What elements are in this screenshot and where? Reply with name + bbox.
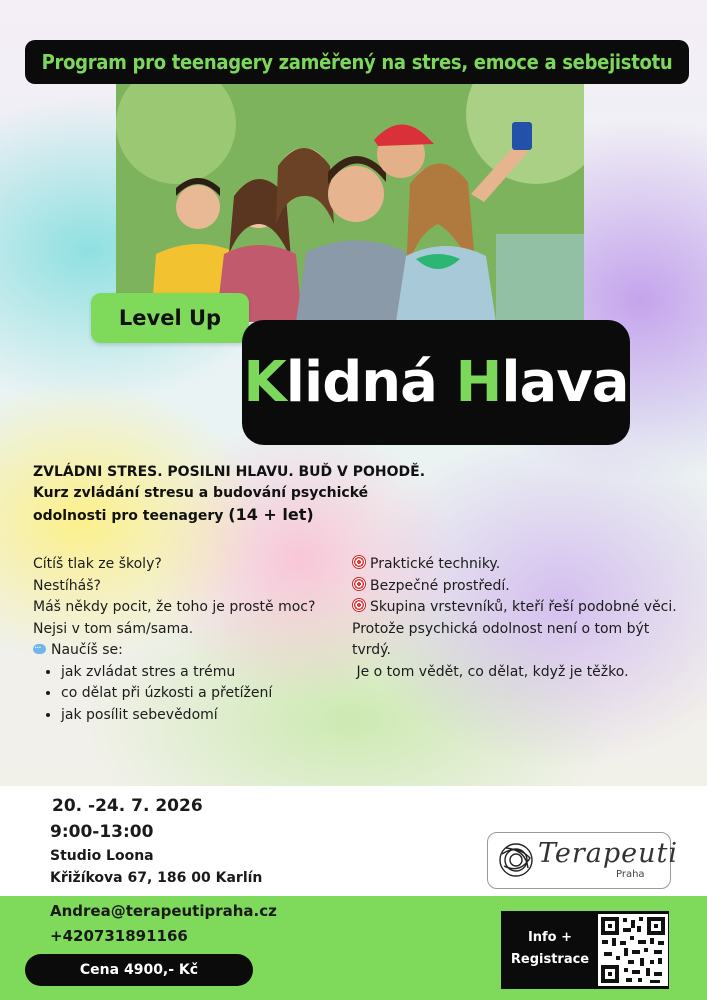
feature-2: Bezpečné prostředí. (370, 577, 510, 594)
speech-bubble-icon (33, 644, 46, 654)
title-initial-h: H (455, 350, 502, 415)
right-column (352, 554, 682, 683)
hero-photo (116, 84, 584, 322)
registration-line2: Registrace (510, 952, 590, 967)
intro-line2: Kurz zvládání stresu a budování psychické (33, 485, 369, 501)
question-4: Nejsi v tom sám/sama. (33, 620, 194, 637)
event-date: 20. -24. 7. 2026 (52, 796, 203, 816)
learn-list (33, 662, 353, 727)
learn-item: • jak zvládat stres a trému (61, 662, 353, 684)
intro-slogan: ZVLÁDNI STRES. POSILNI HLAVU. BUĎ V POHODĚ. (33, 464, 426, 480)
level-up-badge (91, 293, 249, 343)
closing-1: Protože psychická odolnost není o tom být tvrdý. (352, 620, 650, 658)
title-word2-rest: lava (501, 350, 629, 415)
age-range: (14 + let) (228, 505, 314, 524)
registration-label (507, 927, 593, 971)
qr-code-icon[interactable] (598, 914, 668, 986)
feature-3: Skupina vrstevníků, kteří řeší podobné věci. (370, 599, 677, 615)
registration-box[interactable] (501, 911, 669, 989)
level-up-label: Level Up (118, 306, 222, 330)
title-word1-rest: lidná (285, 350, 456, 415)
swirl-logo-icon (496, 840, 536, 880)
question-3: Máš někdy pocit, že toho je prostě moc? (33, 599, 316, 615)
terapeuti-logo (487, 832, 679, 889)
intro-block (33, 462, 503, 527)
question-2: Nestíháš? (33, 577, 101, 594)
target-icon (352, 598, 366, 612)
learn-item: • co dělat při úzkosti a přetížení (61, 683, 353, 705)
headline-box (242, 320, 630, 445)
learn-item: • jak posílit sebevědomí (61, 705, 353, 727)
tagline-banner (25, 40, 689, 84)
logo-name: Terapeuti (538, 838, 679, 869)
contact-phone[interactable]: +420731891166 (50, 927, 188, 945)
feature-1: Praktické techniky. (370, 556, 501, 572)
question-1: Cítíš tlak ze školy? (33, 556, 162, 572)
course-title (243, 350, 628, 415)
closing-2: Je o tom vědět, co dělat, když je těžko. (352, 663, 629, 680)
event-time: 9:00-13:00 (50, 822, 154, 842)
title-initial-k: K (243, 350, 286, 415)
event-venue: Studio Loona (50, 848, 154, 864)
target-icon (352, 577, 366, 591)
event-address: Křižíkova 67, 186 00 Karlín (50, 870, 263, 886)
learn-heading: Naučíš se: (51, 642, 123, 658)
left-column (33, 554, 353, 726)
intro-line3: odolnosti pro teenagery (33, 508, 224, 524)
price-label: Cena 4900,- Kč (79, 962, 199, 978)
logo-city: Praha (616, 869, 645, 880)
tagline-text: Program pro teenagery zaměřený na stres, emoce a sebejistotu (41, 50, 673, 74)
registration-line1: Info + (527, 930, 573, 945)
price-pill (25, 954, 253, 986)
contact-email[interactable]: Andrea@terapeutipraha.cz (50, 902, 277, 920)
target-icon (352, 555, 366, 569)
